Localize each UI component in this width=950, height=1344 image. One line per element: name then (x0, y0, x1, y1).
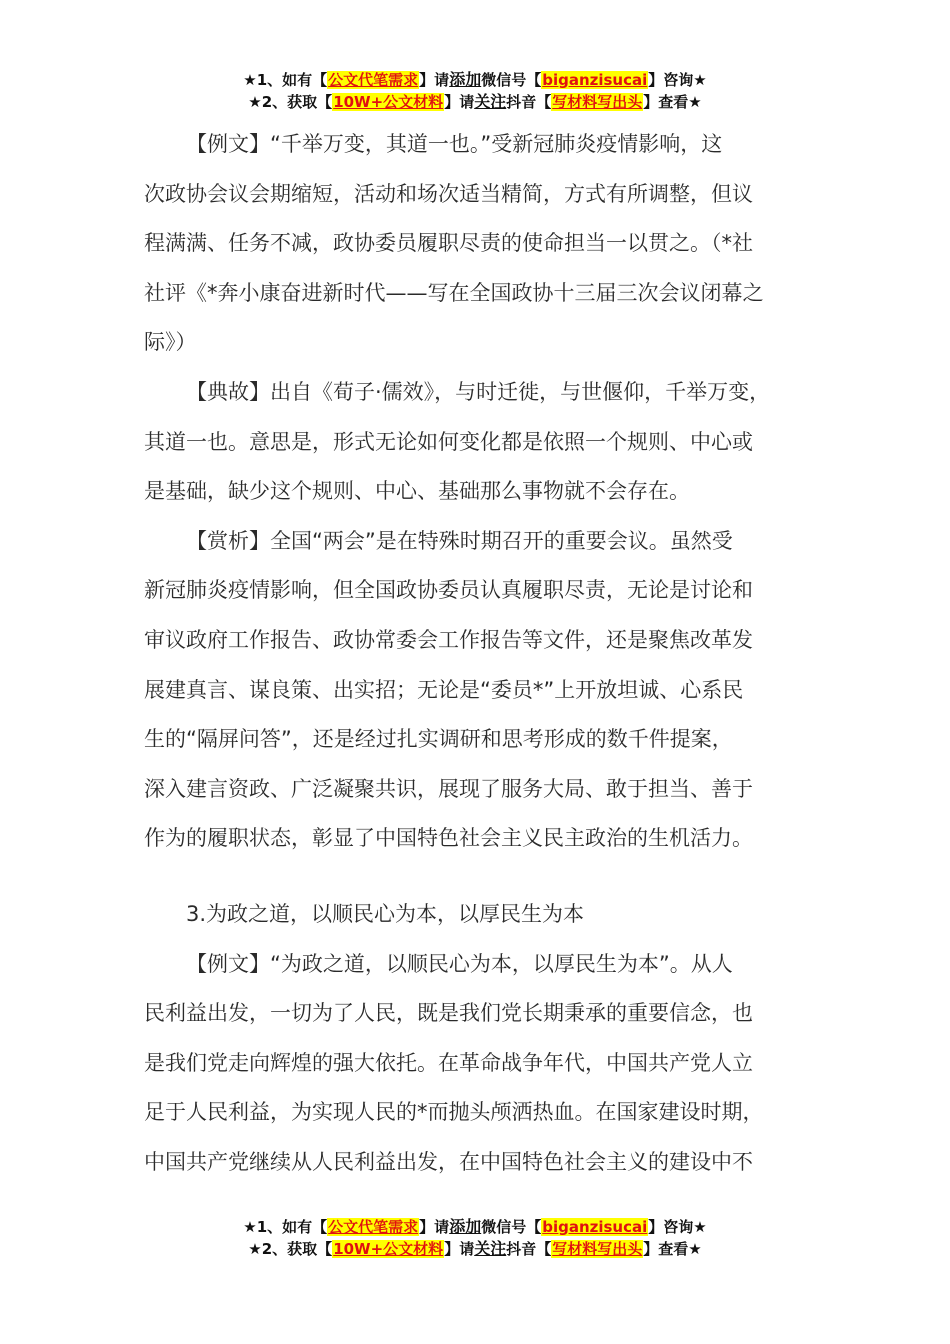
header-banner (0, 69, 950, 113)
banner-emphasis: 关注 (474, 1239, 507, 1258)
text-line: 程满满、任务不减，政协委员履职尽责的使命担当一以贯之。（*社 (144, 231, 753, 256)
text-line: 【典故】出自《荀子·儒效》，与时迁徙，与世偃仰，千举万变， (186, 379, 771, 404)
text-line: 审议政府工作报告、政协常委会工作报告等文件，还是聚焦改革发 (144, 627, 753, 652)
banner-text: ★2、获取【 (248, 93, 333, 111)
banner-text: 抖音【 (506, 1240, 552, 1258)
banner-text: 抖音【 (506, 93, 552, 111)
text-line: 作为的履职状态，彰显了中国特色社会主义民主政治的生机活力。 (144, 826, 753, 851)
text-line: 生的“隔屏问答”，还是经过扎实调研和思考形成的数千件提案， (144, 727, 733, 752)
banner-emphasis: 添加 (449, 70, 482, 89)
banner-text: 】请 (444, 93, 475, 111)
highlight-materials: 10W+公文材料 (333, 1240, 444, 1258)
text-line: 展建真言、谋良策、出实招；无论是“委员*”上开放坦诚、心系民 (144, 677, 744, 702)
document-body (144, 120, 834, 1187)
heading-text: 3.为政之道，以顺民心为本，以厚民生为本 (186, 901, 585, 926)
paragraph-example-1 (144, 120, 834, 368)
text-line: 【例文】“为政之道，以顺民心为本，以厚民生为本”。从人 (186, 951, 733, 976)
text-line: 其道一也。意思是，形式无论如何变化都是依照一个规则、中心或 (144, 429, 753, 454)
text-line: 是我们党走向辉煌的强大依托。在革命战争年代，中国共产党人立 (144, 1050, 753, 1075)
highlight-douyin-id: 写材料写出头 (552, 1240, 643, 1258)
banner-text: 】请 (444, 1240, 475, 1258)
text-line: 【例文】“千举万变，其道一也。”受新冠肺炎疫情影响，这 (186, 132, 723, 156)
text-line: 新冠肺炎疫情影响，但全国政协委员认真履职尽责，无论是讨论和 (144, 578, 753, 603)
highlight-wechat-id: biganzisucai (542, 1218, 648, 1236)
highlight-service: 公文代笔需求 (328, 71, 419, 89)
banner-text: ★1、如有【 (243, 71, 328, 89)
banner-text: 】咨询★ (648, 1218, 707, 1236)
section-spacer (144, 864, 834, 890)
banner-text: ★1、如有【 (243, 1218, 328, 1236)
paragraph-analysis (144, 517, 834, 864)
text-line: 社评《*奔小康奋进新时代——写在全国政协十三届三次会议闭幕之 (144, 280, 764, 305)
banner-text: 】请 (419, 71, 450, 89)
paragraph-example-2 (144, 940, 834, 1188)
section-heading (144, 890, 834, 940)
banner-line-2 (0, 1238, 950, 1260)
text-line: 是基础，缺少这个规则、中心、基础那么事物就不会存在。 (144, 479, 690, 504)
banner-text: 微信号【 (481, 1218, 542, 1236)
text-line: 深入建言资政、广泛凝聚共识，展现了服务大局、敢于担当、善于 (144, 776, 753, 801)
banner-text: 】咨询★ (648, 71, 707, 89)
banner-text: 微信号【 (481, 71, 542, 89)
text-line: 中国共产党继续从人民利益出发，在中国特色社会主义的建设中不 (144, 1149, 753, 1174)
banner-emphasis: 关注 (474, 92, 507, 111)
highlight-wechat-id: biganzisucai (542, 71, 648, 89)
text-line: 民利益出发，一切为了人民，既是我们党长期秉承的重要信念，也 (144, 1001, 753, 1026)
banner-text: ★2、获取【 (248, 1240, 333, 1258)
banner-text: 】请 (419, 1218, 450, 1236)
highlight-douyin-id: 写材料写出头 (552, 93, 643, 111)
text-line: 次政协会议会期缩短，活动和场次适当精简，方式有所调整，但议 (144, 181, 753, 206)
text-line: 【赏析】全国“两会”是在特殊时期召开的重要会议。虽然受 (186, 528, 733, 553)
banner-emphasis: 添加 (449, 1217, 482, 1236)
banner-line-1 (0, 69, 950, 91)
text-line: 足于人民利益，为实现人民的*而抛头颅洒热血。在国家建设时期， (144, 1100, 764, 1125)
text-line: 际》） (144, 330, 197, 355)
banner-line-2 (0, 91, 950, 113)
highlight-materials: 10W+公文材料 (333, 93, 444, 111)
footer-banner (0, 1216, 950, 1260)
paragraph-allusion (144, 368, 834, 517)
banner-text: 】查看★ (643, 1240, 702, 1258)
banner-text: 】查看★ (643, 93, 702, 111)
banner-line-1 (0, 1216, 950, 1238)
highlight-service: 公文代笔需求 (328, 1218, 419, 1236)
